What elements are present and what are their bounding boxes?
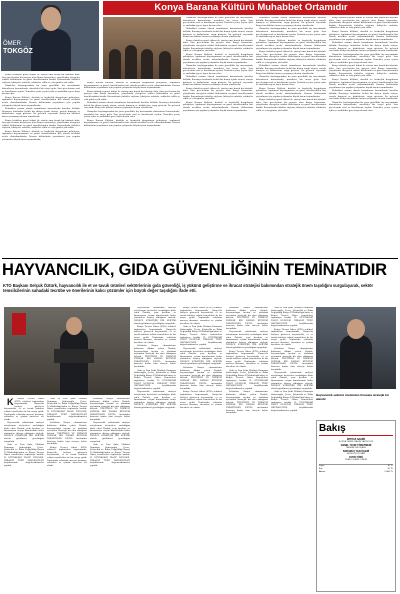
paragraph: Sektörün Konya ekonomisine katkısına dikkat çeken Öztürk, hayvancılığın üretim ve istihdam açısından stratejik bir alan olduğunu belirtti. ÜRETİMDE VE İHRACAT YAPMAK BİR ZAMAN KÜNYESİ TARAFINDAN DEĞİL; üretimden ihracata kadar tüm süreçte kalite önemlidir.	[47, 422, 87, 446]
dropcap: K	[7, 398, 14, 407]
author-head	[41, 7, 61, 31]
lower-column-1	[4, 398, 44, 592]
upper-column-1	[2, 74, 80, 256]
paragraph: Konya Ticaret Odası (KTO) sektörel toplantıları kapsamında, Konya'da faaliyet gösteren hayvancılık, et ve tavuk ürünleri sektör temsilcileri ile bir araya geldi. Toplantıda sektörün mevcut durumu, sorunları ve çözüm önerileri ele alındı.	[47, 446, 87, 467]
paragraph: Hayvancılık sektöründe maliyet artışlarının üreticileri zorladığını ifade eden Öztürk, yem fiyatları ve finansmana erişim konularında kalıcı çözümlere ihtiyaç olduğunu söyledi. DERECE STRATEJİK BİR SEKTÖR olarak görülmesi gerektiğini vurguladı.	[226, 331, 268, 349]
paragraph: Muhabbet ortamı olarak tanımlanan baranalarda kurallar bellidir. Baranaya katılanlar belirli bir düzen içinde oturur, sırayla konuşur ve birbirlerine saygı gösterir. Bu gelenek sayesinde Konya'nın kültürel mirası yaşamaya devam etmektedir.	[256, 65, 326, 75]
masthead-value: MEHMET ALİ KAYA	[346, 447, 366, 449]
paragraph: Sektörün Konya ekonomisine katkısına dikkat çeken Öztürk, hayvancılığın üretim ve istihdam açısından stratejik bir alan olduğunu belirtti. ÜRETİMDE VE İHRACAT YAPMAK BİR ZAMAN KÜNYESİ TARAFINDAN DEĞİL; üretimden ihracata kadar tüm süreçte kalite önemlidir.	[271, 347, 313, 371]
paragraph: Hizmetler başlangıcından bu yana genellikle kış mevsiminde düzenlenen baranalarda, misafirler bir araya gelir. Sıra gecelerinin usul ve kurallarına uyulur. Yemekler yenir, çaylar içilir ve muhabbet gece boyu devam eder.	[183, 17, 253, 27]
price-value: 1.000 TL	[384, 470, 393, 473]
newspaper-logo: Bakış	[319, 423, 393, 436]
masthead-label: SORUMLU YAZI İŞLERİ	[342, 450, 370, 453]
masthead-box	[316, 420, 396, 592]
masthead-row	[319, 456, 393, 462]
upper-column-2	[84, 82, 180, 256]
person-silhouette	[125, 45, 137, 79]
masthead-label: İMTİYAZ SAHİBİ	[346, 438, 366, 441]
paragraph: Hayvancılık sektöründe maliyet artışlarının üreticileri zorladığını ifade eden Öztürk, yem fiyatları ve finansmana erişim konularında kalıcı çözümlere ihtiyaç olduğunu söyledi. DERECE STRATEJİK BİR SEKTÖR olarak görülmesi gerektiğini vurguladı.	[134, 307, 176, 325]
author-suit	[31, 29, 71, 71]
kto-president-photo	[4, 307, 130, 395]
section-divider	[2, 258, 398, 259]
paragraph: Gıda ve Yem Şube Müdürü Ramazan Sabırsıoğlu, Çevre, Şehircilik ve İklim Değişikliği Konya İl Müdürlüğü'nden ve Konya Ticaret Odası temsilcileri toplantıya katıldı. İL DÜNYADAKİ TALEP DENGESİ, İHRACAT TÜRÜ HAYVANCILIĞI başlıklarında değerlendirmeler yapıldı.	[271, 391, 313, 412]
lower-column-2	[47, 398, 87, 592]
paragraph: Konya Ticaret Odası (KTO) sektörel toplantıları kapsamında, Konya'da faaliyet gösteren hayvancılık, et ve tavuk ürünleri sektör temsilcileri ile bir araya geldi. Toplantıda sektörün mevcut durumu, sorunları ve çözüm önerileri ele alındı.	[180, 391, 222, 409]
paragraph: Konya Barana Kültürü, dostluk ve kardeşlik duygularını pekiştiren, toplumsal dayanışmanın en güzel örneklerinden biri olarak nesilden nesile aktarılmaktadır. Barana kültürünün yaşatılması için yapılan çalışmalar büyük önem taşımaktadır.	[84, 119, 180, 127]
paragraph: Sektörün Konya ekonomisine katkısına dikkat çeken Öztürk, hayvancılığın üretim ve istihdam açısından stratejik bir alan olduğunu belirtti. ÜRETİMDE VE İHRACAT YAPMAK BİR ZAMAN KÜNYESİ TARAFINDAN DEĞİL; üretimden ihracata kadar tüm süreçte kalite önemlidir.	[90, 398, 130, 421]
author-name	[3, 41, 33, 55]
paragraph: Gıda ve Yem Şube Müdürü Ramazan Sabırsıoğlu, Çevre, Şehircilik ve İklim Değişikliği Konya İl Müdürlüğü'nden ve Konya Ticaret Odası temsilcileri toplantıya katıldı. İL DÜNYADAKİ TALEP DENGESİ, İHRACAT TÜRÜ HAYVANCILIĞI başlıklarında değerlendirmeler yapıldı.	[90, 444, 130, 467]
podium-shape	[54, 349, 94, 363]
lower-column-6	[226, 307, 268, 592]
paragraph: Gıda ve Yem Şube Müdürü Ramazan Sabırsıoğlu, Çevre, Şehircilik ve İklim Değişikliği Konya İl Müdürlüğü'nden ve Konya Ticaret Odası temsilcileri toplantıya katıldı. İL DÜNYADAKİ TALEP DENGESİ, İHRACAT TÜRÜ HAYVANCILIĞI başlıklarında değerlendirmeler yapıldı.	[134, 369, 176, 390]
paragraph: Hayvancılık sektöründe maliyet artışlarının üreticileri zorladığını ifade eden Öztürk, yem fiyatları ve finansmana erişim konularında kalıcı çözümlere ihtiyaç olduğunu söyledi. DERECE STRATEJİK BİR SEKTÖR olarak görülmesi gerektiğini vurguladı.	[90, 422, 130, 443]
paragraph: Konya Barana Kültürü, dostluk ve kardeşlik duygularını pekiştiren, toplumsal dayanışmanın en güzel örneklerinden biri olarak nesilden nesile aktarılmaktadır. Barana kültürünün yaşatılması için yapılan çalışmalar büyük önem taşımaktadır.	[2, 130, 80, 141]
upper-column-5	[329, 17, 398, 256]
price-value: 70 TL	[387, 467, 393, 470]
paragraph: Konya Barana Kültürü, dostluk ve kardeşlik duygularını pekiştiren, toplumsal dayanışmanın en güzel örneklerinden biri olarak nesilden nesile aktarılmaktadır. Barana kültürünün yaşatılması için yapılan çalışmalar büyük önem taşımaktadır.	[2, 96, 80, 107]
author-first-name: ÖMER	[3, 41, 21, 47]
masthead-value: KONYA YEREL BASIN YAYINCILIK	[338, 441, 374, 443]
headline-deck: KTO Başkanı Selçuk Öztürk, hayvancılık ile et ve tavuk ürünleri sektörlerinin gıda güvenliği, iş yükünü geliştirme ve ihracat stratejisi bakımından stratejik önem taşıdığını vurgulayarak, sektör temsilcilerinin sahadaki tecrübe ve önerilerinin kalıcı çözümler için büyük değer taşıdığını ifade etti.	[3, 283, 374, 293]
price-value: 10 TL	[387, 465, 393, 467]
paragraph: Gıda ve Yem Şube Müdürü Ramazan Sabırsıoğlu, Çevre, Şehircilik ve İklim Değişikliği Konya İl Müdürlüğü'nden ve Konya Ticaret Odası temsilcileri toplantıya katıldı. İL DÜNYADAKİ TALEP DENGESİ, İHRACAT TÜRÜ HAYVANCILIĞI başlıklarında değerlendirmeler yapıldı.	[47, 398, 87, 421]
pull-quote: Hayvancılık sektörü üretimden ihracata stratejik bir alandır	[316, 393, 389, 401]
main-headline: HAYVANCILIK, GIDA GÜVENLİĞİNİN TEMİNATIDIR	[2, 261, 387, 279]
paragraph: Konya türküleri genel itibari ile sözsüz ama buruk bir hüzünle dolu. Sıra gecelerinin bir parçası olan Konya baranaları, yüzyıllardır süregelen sohbet kültürünün en güzel örneklerinden biridir. Baranalarda türküler söylenir, hikâyeler anlatılır, sohbetler edilir ve eski günler yâd edilir.	[84, 90, 180, 101]
paragraph: Muhabbet ortamı olarak tanımlanan baranalarda kurallar bellidir. Baranaya katılanlar belirli bir düzen içinde oturur, sırayla konuşur ve birbirlerine saygı gösterir. Bu gelenek sayesinde Konya'nın kültürel mirası yaşamaya devam etmektedir.	[256, 17, 326, 27]
paragraph: Konya Barana Kültürü, dostluk ve kardeşlik duygularını pekiştiren, toplumsal dayanışmanın en güzel örneklerinden biri olarak nesilden nesile aktarılmaktadır. Barana kültürünün yaşatılması için yapılan çalışmalar büyük önem taşımaktadır.	[329, 79, 398, 89]
price-table	[319, 464, 393, 473]
flag-shape	[12, 313, 26, 335]
upper-column-3	[183, 17, 253, 256]
paragraph: Gıda ve Yem Şube Müdürü Ramazan Sabırsıoğlu, Çevre, Şehircilik ve İklim Değişikliği Konya İl Müdürlüğü'nden ve Konya Ticaret Odası temsilcileri toplantıya katıldı. İL DÜNYADAKİ TALEP DENGESİ, İHRACAT TÜRÜ HAYVANCILIĞI başlıklarında değerlendirmeler yapıldı.	[226, 369, 268, 390]
paragraph: Muhabbet ortamı olarak tanımlanan baranalarda kurallar bellidir. Baranaya katılanlar belirli bir düzen içinde oturur, sırayla konuşur ve birbirlerine saygı gösterir. Bu gelenek sayesinde Konya'nın kültürel mirası yaşamaya devam etmektedir.	[183, 28, 253, 39]
paragraph: Konya Ticaret Odası (KTO) sektörel toplantıları kapsamında, Konya'da faaliyet gösteren hayvancılık, et ve tavuk ürünleri sektör temsilcileri ile bir araya geldi. Toplantıda sektörün mevcut durumu, sorunları ve çözüm önerileri ele alındı.	[180, 307, 222, 325]
paragraph: Konya Ticaret Odası (KTO) sektörel toplantıları kapsamında, Konya'da faaliyet gösteren hayvancılık, et ve tavuk ürünleri sektör temsilcileri ile bir araya geldi. Toplantıda sektörün mevcut durumu, sorunları ve çözüm önerileri ele alındı.	[271, 328, 313, 347]
paragraph: Konya türküleri genel itibari ile sözsüz ama buruk bir hüzünle dolu. Sıra gecelerinin bir parçası olan Konya baranaları, yüzyıllardır süregelen sohbet kültürünün en güzel örneklerinden biridir. Baranalarda türküler söylenir, hikâyeler anlatılır, sohbetler edilir ve eski günler yâd edilir.	[329, 17, 398, 30]
masthead-value: YEREL SÜRELİ YAYIN	[344, 459, 368, 461]
author-photo	[1, 1, 99, 71]
paragraph	[4, 398, 44, 421]
paragraph: Konya türküleri genel itibari ile sözsüz ama buruk bir hüzünle dolu. Sıra gecelerinin bir parçası olan Konya baranaları, yüzyıllardır süregelen sohbet kültürünün en güzel örneklerinden biridir. Baranalarda türküler söylenir, hikâyeler anlatılır, sohbetler edilir ve eski günler yâd edilir.	[2, 74, 80, 84]
price-item: İlan	[319, 467, 323, 470]
masthead-value: HÜSEYİN YILMAZ	[346, 453, 366, 455]
lower-column-4	[134, 307, 176, 592]
paragraph: Hizmetler başlangıcından bu yana genellikle kış mevsiminde düzenlenen baranalarda, misafirler bir araya gelir. Sıra gecelerinin usul ve kurallarına uyulur. Yemekler yenir, çaylar içilir ve muhabbet gece boyu devam eder.	[183, 65, 253, 75]
paragraph: Konya türküleri genel itibari ile sözsüz ama buruk bir hüzünle dolu. Sıra gecelerinin bir parçası olan Konya baranaları, yüzyıllardır süregelen sohbet kültürünün en güzel örneklerinden biridir. Baranalarda türküler söylenir, hikâyeler anlatılır, sohbetler edilir ve eski günler yâd edilir.	[2, 119, 80, 130]
paragraph: Konya türküleri genel itibari ile sözsüz ama buruk bir hüzünle dolu. Sıra gecelerinin bir parçası olan Konya baranaları, yüzyıllardır süregelen sohbet kültürünün en güzel örneklerinden biridir. Baranalarda türküler söylenir, hikâyeler anlatılır, sohbetler edilir ve eski günler yâd edilir.	[329, 65, 398, 78]
official-portrait	[316, 307, 396, 389]
paragraph: Konya türküleri genel itibari ile sözsüz ama buruk bir hüzünle dolu. Sıra gecelerinin bir parçası olan Konya baranaları, yüzyıllardır süregelen sohbet kültürünün en güzel örneklerinden biridir. Baranalarda türküler söylenir, hikâyeler anlatılır, sohbetler edilir ve eski günler yâd edilir.	[183, 87, 253, 101]
paragraph: Hizmetler başlangıcından bu yana genellikle kış mevsiminde düzenlenen baranalarda, misafirler bir araya gelir. Sıra gecelerinin usul ve kurallarına uyulur. Yemekler yenir, çaylar içilir ve muhabbet gece boyu devam eder.	[256, 28, 326, 39]
paragraph: Gıda ve Yem Şube Müdürü Ramazan Sabırsıoğlu, Çevre, Şehircilik ve İklim Değişikliği Konya İl Müdürlüğü'nden ve Konya Ticaret Odası temsilcileri toplantıya katıldı. İL DÜNYADAKİ TALEP DENGESİ, İHRACAT TÜRÜ HAYVANCILIĞI başlıklarında değerlendirmeler yapıldı.	[4, 444, 44, 467]
lower-column-3	[90, 398, 130, 592]
paragraph: Muhabbet ortamı olarak tanımlanan baranalarda kurallar bellidir. Baranaya katılanlar belirli bir düzen içinde oturur, sırayla konuşur ve birbirlerine saygı gösterir. Bu gelenek sayesinde Konya'nın kültürel mirası yaşamaya devam etmektedir.	[329, 42, 398, 53]
paragraph: Konya Barana Kültürü, dostluk ve kardeşlik duygularını pekiştiren, toplumsal dayanışmanın en güzel örneklerinden biri olarak nesilden nesile aktarılmaktadır. Barana kültürünün yaşatılması için yapılan çalışmalar büyük önem taşımaktadır.	[183, 101, 253, 112]
price-item: Abone	[319, 470, 326, 473]
person-silhouette	[159, 51, 171, 79]
paragraph: Hizmetler başlangıcından bu yana genellikle kış mevsiminde düzenlenen baranalarda, misafirler bir araya gelir. Sıra gecelerinin usul ve kurallarına uyulur. Yemekler yenir, çaylar içilir ve muhabbet gece boyu devam eder.	[84, 110, 180, 119]
paragraph: Muhabbet ortamı olarak tanımlanan baranalarda kurallar bellidir. Baranaya katılanlar belirli bir düzen içinde oturur, sırayla konuşur ve birbirlerine saygı gösterir. Bu gelenek sayesinde Konya'nın kültürel mirası yaşamaya devam etmektedir.	[329, 90, 398, 101]
paragraph: Muhabbet ortamı olarak tanımlanan baranalarda kurallar bellidir. Baranaya katılanlar belirli bir düzen içinde oturur, sırayla konuşur ve birbirlerine saygı gösterir. Bu gelenek sayesinde Konya'nın kültürel mirası yaşamaya devam etmektedir.	[183, 76, 253, 87]
official-face	[347, 319, 365, 339]
masthead-label: YAYIN TÜRÜ	[348, 456, 364, 459]
paragraph: Sektörün Konya ekonomisine katkısına dikkat çeken Öztürk, hayvancılığın üretim ve istihdam açısından stratejik bir alan olduğunu belirtti. ÜRETİMDE VE İHRACAT YAPMAK BİR ZAMAN KÜNYESİ TARAFINDAN DEĞİL; üretimden ihracata kadar tüm süreçte kalite önemlidir.	[226, 307, 268, 330]
paragraph: Hayvancılık sektöründe maliyet artışlarının üreticileri zorladığını ifade eden Öztürk, yem fiyatları ve finansmana erişim konularında kalıcı çözümlere ihtiyaç olduğunu söyledi. DERECE STRATEJİK BİR SEKTÖR olarak görülmesi gerektiğini vurguladı.	[4, 422, 44, 443]
paragraph: Konya Barana Kültürü, dostluk ve kardeşlik duygularını pekiştiren, toplumsal dayanışmanın en güzel örneklerinden biri olarak nesilden nesile aktarılmaktadır. Barana kültürünün yaşatılması için yapılan çalışmalar büyük önem taşımaktadır.	[329, 30, 398, 41]
barana-photo	[103, 17, 181, 79]
paragraph: Hizmetler başlangıcından bu yana genellikle kış mevsiminde düzenlenen baranalarda, misafirler bir araya gelir. Sıra gecelerinin usul ve kurallarına uyulur. Yemekler yenir, çaylar içilir ve muhabbet gece boyu devam eder.	[329, 101, 398, 112]
price-item: Fiyatı	[319, 465, 325, 467]
paragraph: Konya türküleri genel itibari ile sözsüz ama buruk bir hüzünle dolu. Sıra gecelerinin bir parçası olan Konya baranaları, yüzyıllardır süregelen sohbet kültürünün en güzel örneklerinden biridir. Baranalarda türküler söylenir, hikâyeler anlatılır, sohbetler edilir ve eski günler yâd edilir.	[256, 51, 326, 64]
paragraph: Konya türküleri genel itibari ile sözsüz ama buruk bir hüzünle dolu. Sıra gecelerinin bir parçası olan Konya baranaları, yüzyıllardır süregelen sohbet kültürünün en güzel örneklerinden biridir. Baranalarda türküler söylenir, hikâyeler anlatılır, sohbetler edilir ve eski günler yâd edilir.	[256, 99, 326, 112]
paragraph: Hizmetler başlangıcından bu yana genellikle kış mevsiminde düzenlenen baranalarda, misafirler bir araya gelir. Sıra gecelerinin usul ve kurallarına uyulur. Yemekler yenir, çaylar içilir ve muhabbet gece boyu devam eder.	[329, 53, 398, 64]
lower-column-5	[180, 307, 222, 592]
paragraph: Konya Ticaret Odası (KTO) sektörel toplantıları kapsamında, Konya'da faaliyet gösteren hayvancılık, et ve tavuk ürünleri sektör temsilcileri ile bir araya geldi. Toplantıda sektörün mevcut durumu, sorunları ve çözüm önerileri ele alındı.	[134, 326, 176, 344]
paragraph: Gıda ve Yem Şube Müdürü Ramazan Sabırsıoğlu, Çevre, Şehircilik ve İklim Değişikliği Konya İl Müdürlüğü'nden ve Konya Ticaret Odası temsilcileri toplantıya katıldı. İL DÜNYADAKİ TALEP DENGESİ, İHRACAT TÜRÜ HAYVANCILIĞI başlıklarında değerlendirmeler yapıldı.	[271, 307, 313, 328]
lower-column-7	[271, 307, 313, 592]
official-silhouette	[340, 335, 372, 389]
paragraph: Konya Barana Kültürü, dostluk ve kardeşlik duygularını pekiştiren, toplumsal dayanışmanın en güzel örneklerinden biri olarak nesilden nesile aktarılmaktadır. Barana kültürünün yaşatılması için yapılan çalışmalar büyük önem taşımaktadır.	[256, 87, 326, 98]
upper-column-4	[256, 17, 326, 256]
speaker-face	[66, 317, 82, 335]
person-silhouette	[109, 49, 121, 79]
price-row	[319, 471, 393, 474]
paragraph: Hayvancılık sektöründe maliyet artışlarının üreticileri zorladığını ifade eden Öztürk, yem fiyatları ve finansmana erişim konularında kalıcı çözümlere ihtiyaç olduğunu söyledi. DERECE STRATEJİK BİR SEKTÖR olarak görülmesi gerektiğini vurguladı.	[271, 372, 313, 390]
paragraph: Gıda ve Yem Şube Müdürü Ramazan Sabırsıoğlu, Çevre, Şehircilik ve İklim Değişikliği Konya İl Müdürlüğü'nden ve Konya Ticaret Odası temsilcileri toplantıya katıldı. İL DÜNYADAKİ TALEP DENGESİ, İHRACAT TÜRÜ HAYVANCILIĞI başlıklarında değerlendirmeler yapıldı.	[180, 326, 222, 347]
paragraph: Konya Barana Kültürü, dostluk ve kardeşlik duygularını pekiştiren, toplumsal dayanışmanın en güzel örneklerinden biri olarak nesilden nesile aktarılmaktadır. Barana kültürünün yaşatılması için yapılan çalışmalar büyük önem taşımaktadır.	[84, 82, 180, 90]
paragraph: Konya Ticaret Odası (KTO) sektörel toplantıları kapsamında, Konya'da faaliyet gösteren hayvancılık, et ve tavuk ürünleri sektör temsilcileri ile bir araya geldi. Toplantıda sektörün mevcut durumu, sorunları ve çözüm önerileri ele alındı.	[226, 350, 268, 369]
paragraph: Hayvancılık sektöründe maliyet artışlarının üreticileri zorladığını ifade eden Öztürk, yem fiyatları ve finansmana erişim konularında kalıcı çözümlere ihtiyaç olduğunu söyledi. DERECE STRATEJİK BİR SEKTÖR olarak görülmesi gerektiğini vurguladı.	[180, 347, 222, 366]
paragraph: Sektörün Konya ekonomisine katkısına dikkat çeken Öztürk, hayvancılığın üretim ve istihdam açısından stratejik bir alan olduğunu belirtti. ÜRETİMDE VE İHRACAT YAPMAK BİR ZAMAN KÜNYESİ TARAFINDAN DEĞİL; üretimden ihracata kadar tüm süreçte kalite önemlidir.	[226, 391, 268, 415]
paragraph-text: Konya Ticaret Odası (KTO) sektörel toplantıları kapsamında, Konya'da faaliyet gösteren hayvancılık, et ve tavuk ürünleri sektör temsilcileri ile bir araya geldi. Toplantıda sektörün mevcut durumu, sorunları ve çözüm önerileri ele alındı.	[4, 398, 44, 421]
paragraph: Konya Barana Kültürü, dostluk ve kardeşlik duygularını pekiştiren, toplumsal dayanışmanın en güzel örneklerinden biri olarak nesilden nesile aktarılmaktadır. Barana kültürünün yaşatılması için yapılan çalışmalar büyük önem taşımaktadır.	[183, 53, 253, 64]
paragraph: Muhabbet ortamı olarak tanımlanan baranalarda kurallar bellidir. Baranaya katılanlar belirli bir düzen içinde oturur, sırayla konuşur ve birbirlerine saygı gösterir. Bu gelenek sayesinde Konya'nın kültürel mirası yaşamaya devam etmektedir.	[2, 108, 80, 118]
paragraph: Muhabbet ortamı olarak tanımlanan baranalarda kurallar bellidir. Baranaya katılanlar belirli bir düzen içinde oturur, sırayla konuşur ve birbirlerine saygı gösterir. Bu gelenek sayesinde Konya'nın kültürel mirası yaşamaya devam etmektedir.	[84, 102, 180, 110]
paragraph: Hizmetler başlangıcından bu yana genellikle kış mevsiminde düzenlenen baranalarda, misafirler bir araya gelir. Sıra gecelerinin usul ve kurallarına uyulur. Yemekler yenir, çaylar içilir ve muhabbet gece boyu devam eder.	[2, 85, 80, 96]
paragraph: Konya türküleri genel itibari ile sözsüz ama buruk bir hüzünle dolu. Sıra gecelerinin bir parçası olan Konya baranaları, yüzyıllardır süregelen sohbet kültürünün en güzel örneklerinden biridir. Baranalarda türküler söylenir, hikâyeler anlatılır, sohbetler edilir ve eski günler yâd edilir.	[183, 39, 253, 53]
paragraph: Hizmetler başlangıcından bu yana genellikle kış mevsiminde düzenlenen baranalarda, misafirler bir araya gelir. Sıra gecelerinin usul ve kurallarına uyulur. Yemekler yenir, çaylar içilir ve muhabbet gece boyu devam eder.	[256, 76, 326, 87]
paragraph: Sektörün Konya ekonomisine katkısına dikkat çeken Öztürk, hayvancılığın üretim ve istihdam açısından stratejik bir alan olduğunu belirtti. ÜRETİMDE VE İHRACAT YAPMAK BİR ZAMAN KÜNYESİ TARAFINDAN DEĞİL; üretimden ihracata kadar tüm süreçte kalite önemlidir.	[180, 367, 222, 390]
paragraph: Sektörün Konya ekonomisine katkısına dikkat çeken Öztürk, hayvancılığın üretim ve istihdam açısından stratejik bir alan olduğunu belirtti. ÜRETİMDE VE İHRACAT YAPMAK BİR ZAMAN KÜNYESİ TARAFINDAN DEĞİL; üretimden ihracata kadar tüm süreçte kalite önemlidir.	[134, 345, 176, 369]
person-silhouette	[141, 49, 153, 79]
paragraph: Hayvancılık sektöründe maliyet artışlarının üreticileri zorladığını ifade eden Öztürk, yem fiyatları ve finansmana erişim konularında kalıcı çözümlere ihtiyaç olduğunu söyledi. DERECE STRATEJİK BİR SEKTÖR olarak görülmesi gerektiğini vurguladı.	[134, 391, 176, 409]
article-banner-title: Konya Barana Kültürü Muhabbet Ortamıdır	[103, 1, 399, 15]
paragraph: Konya Barana Kültürü, dostluk ve kardeşlik duygularını pekiştiren, toplumsal dayanışmanın en güzel örneklerinden biri olarak nesilden nesile aktarılmaktadır. Barana kültürünün yaşatılması için yapılan çalışmalar büyük önem taşımaktadır.	[256, 39, 326, 50]
author-last-name: TOKGÖZ	[3, 48, 33, 55]
masthead-label: GENEL YAYIN YÖNETMENİ	[340, 444, 372, 447]
